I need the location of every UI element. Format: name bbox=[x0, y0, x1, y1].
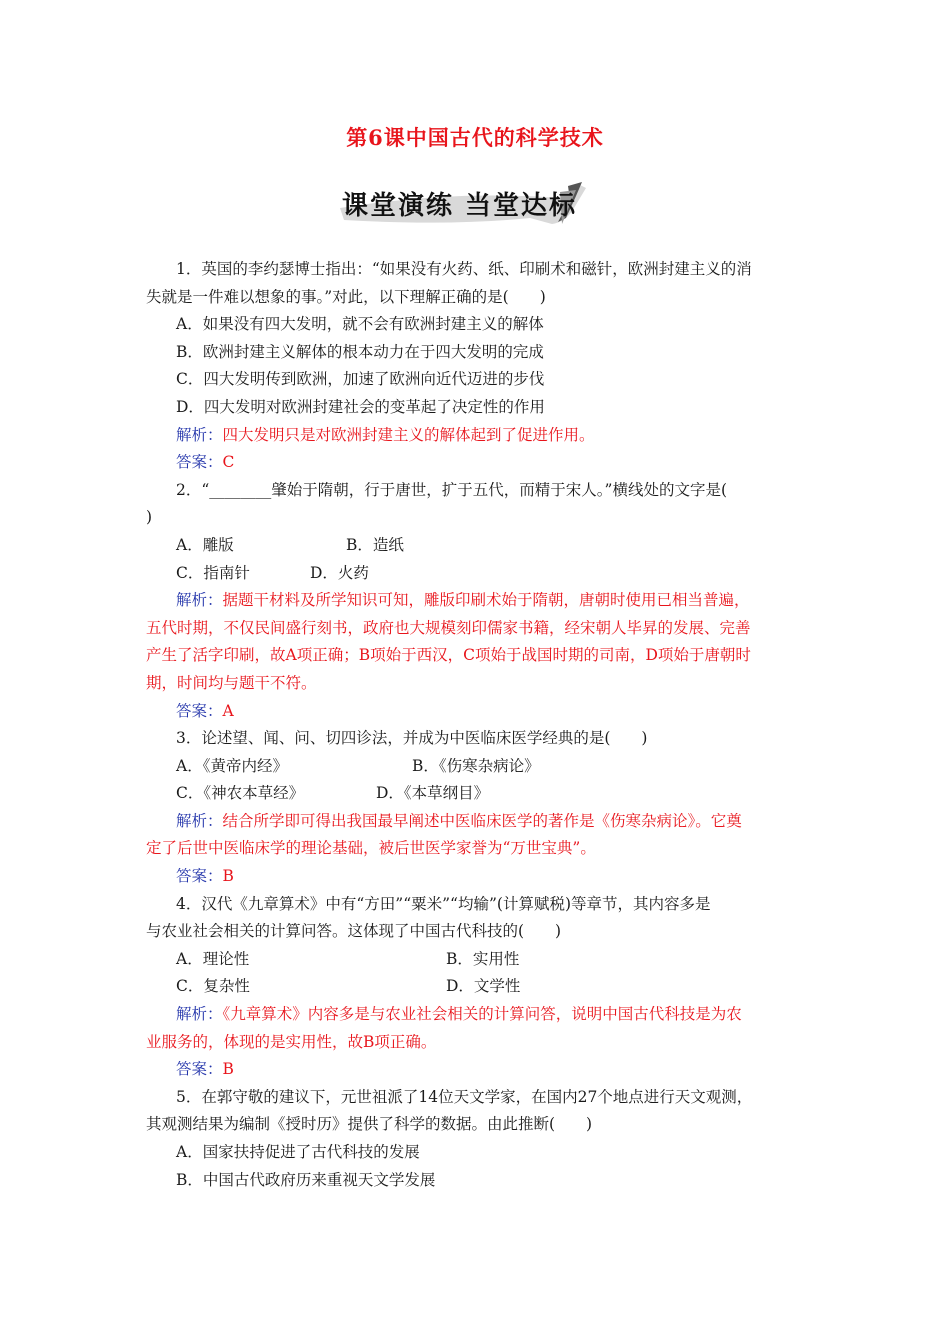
answer-label: 答案： bbox=[176, 453, 223, 472]
question-4-option-b: B．实用性 bbox=[446, 949, 520, 968]
question-2-stem-line-1: 2．“________肇始于隋朝，行于唐世，扩于五代，而精于宋人。”横线处的文字是( bbox=[176, 480, 728, 499]
question-4-stem-line-1: 4．汉代《九章算术》中有“方田”“粟米”“均输”(计算赋税)等章节，其内容多是 bbox=[176, 894, 711, 913]
question-3-option-a: A．《黄帝内经》 bbox=[176, 756, 288, 775]
question-2-stem-line-2: ) bbox=[146, 508, 153, 527]
question-3-option-b: B．《伤寒杂病论》 bbox=[412, 756, 540, 775]
question-content bbox=[146, 256, 806, 1194]
question-4-options-row-1 bbox=[146, 946, 806, 974]
question-2-analysis-line-4: 期，时间均与题干不符。 bbox=[146, 673, 317, 692]
question-1-option-b: B．欧洲封建主义解体的根本动力在于四大发明的完成 bbox=[176, 342, 544, 361]
question-1-option-d: D．四大发明对欧洲封建社会的变革起了决定性的作用 bbox=[176, 397, 545, 416]
question-2-options-row-2 bbox=[146, 560, 806, 588]
question-3-option-c: C．《神农本草经》 bbox=[176, 784, 305, 803]
question-1-stem-line-2: 失就是一件难以想象的事。”对此，以下理解正确的是( ) bbox=[146, 287, 546, 306]
question-3-analysis-line-2: 定了后世中医临床学的理论基础，被后世医学家誉为“万世宝典”。 bbox=[146, 839, 596, 858]
question-3-option-d: D．《本草纲目》 bbox=[376, 784, 490, 803]
question-2-analysis-line-1 bbox=[146, 587, 806, 615]
answer-value: A bbox=[222, 701, 234, 720]
question-2-options-row-1 bbox=[146, 532, 806, 560]
analysis-label: 解析： bbox=[176, 1005, 223, 1024]
question-4-option-c: C．复杂性 bbox=[176, 977, 250, 996]
question-5-option-a: A．国家扶持促进了古代科技的发展 bbox=[176, 1143, 420, 1161]
question-4-analysis-line-2: 业服务的，体现的是实用性，故B项正确。 bbox=[146, 1032, 437, 1051]
section-banner bbox=[330, 178, 590, 230]
answer-label: 答案： bbox=[176, 867, 223, 886]
question-2-option-b: B．造纸 bbox=[346, 535, 404, 554]
question-2-analysis-line-3: 产生了活字印刷，故A项正确；B项始于西汉，C项始于战国时期的司南，D项始于唐朝时 bbox=[146, 646, 751, 665]
question-1-option-c: C．四大发明传到欧洲，加速了欧洲向近代迈进的步伐 bbox=[176, 370, 545, 389]
answer-value: B bbox=[222, 1060, 234, 1079]
answer-label: 答案： bbox=[176, 701, 223, 720]
question-4-answer bbox=[146, 1056, 806, 1084]
question-5-stem-line-1: 5．在郭守敬的建议下，元世祖派了14位天文学家，在国内27个地点进行天文观测， bbox=[176, 1087, 753, 1106]
page-title: 第6课中国古代的科学技术 bbox=[346, 125, 604, 150]
question-5-stem-line-2: 其观测结果为编制《授时历》提供了科学的数据。由此推断( ) bbox=[146, 1115, 593, 1134]
question-4-option-d: D．文学性 bbox=[446, 977, 521, 996]
question-3-stem-line-1: 3．论述望、闻、问、切四诊法，并成为中医临床医学经典的是( ) bbox=[176, 729, 648, 748]
answer-label: 答案： bbox=[176, 1060, 223, 1079]
analysis-label: 解析： bbox=[176, 811, 223, 830]
analysis-label: 解析： bbox=[176, 425, 223, 444]
analysis-text: 《九章算术》内容多是与农业社会相关的计算问答，说明中国古代科技是为农 bbox=[222, 1005, 742, 1024]
analysis-text: 据题干材料及所学知识可知，雕版印刷术始于隋朝，唐朝时使用已相当普遍， bbox=[222, 591, 750, 610]
question-4-analysis-line-1 bbox=[146, 1001, 806, 1029]
question-1-option-a: A．如果没有四大发明，就不会有欧洲封建主义的解体 bbox=[176, 315, 544, 334]
question-3-options-row-2 bbox=[146, 780, 806, 808]
question-2-option-a: A．雕版 bbox=[176, 535, 234, 554]
question-3-options-row-1 bbox=[146, 753, 806, 781]
question-1-analysis bbox=[146, 422, 806, 450]
question-4-option-a: A．理论性 bbox=[176, 949, 250, 968]
analysis-label: 解析： bbox=[176, 591, 223, 610]
question-4-options-row-2 bbox=[146, 973, 806, 1001]
question-3-analysis-line-1 bbox=[146, 808, 806, 836]
banner-title: 课堂演练 当堂达标 bbox=[342, 191, 578, 221]
question-1-answer bbox=[146, 449, 806, 477]
answer-value: C bbox=[222, 453, 235, 472]
question-2-analysis-line-2: 五代时期，不仅民间盛行刻书，政府也大规模刻印儒家书籍，经宋朝人毕昇的发展、完善 bbox=[146, 618, 751, 637]
question-2-option-d: D．火药 bbox=[310, 563, 369, 582]
question-3-answer bbox=[146, 863, 806, 891]
question-2-option-c: C．指南针 bbox=[176, 563, 250, 582]
question-5-option-b: B．中国古代政府历来重视天文学发展 bbox=[176, 1170, 436, 1189]
question-2-answer bbox=[146, 698, 806, 726]
answer-value: B bbox=[222, 867, 234, 886]
question-1-stem-line-1: 1．英国的李约瑟博士指出：“如果没有火药、纸、印刷术和磁针，欧洲封建主义的消 bbox=[176, 260, 752, 278]
analysis-text: 结合所学即可得出我国最早阐述中医临床医学的著作是《伤寒杂病论》。它奠 bbox=[222, 811, 742, 830]
question-4-stem-line-2: 与农业社会相关的计算问答。这体现了中国古代科技的( ) bbox=[146, 922, 562, 941]
analysis-text: 四大发明只是对欧洲封建主义的解体起到了促进作用。 bbox=[222, 425, 595, 444]
